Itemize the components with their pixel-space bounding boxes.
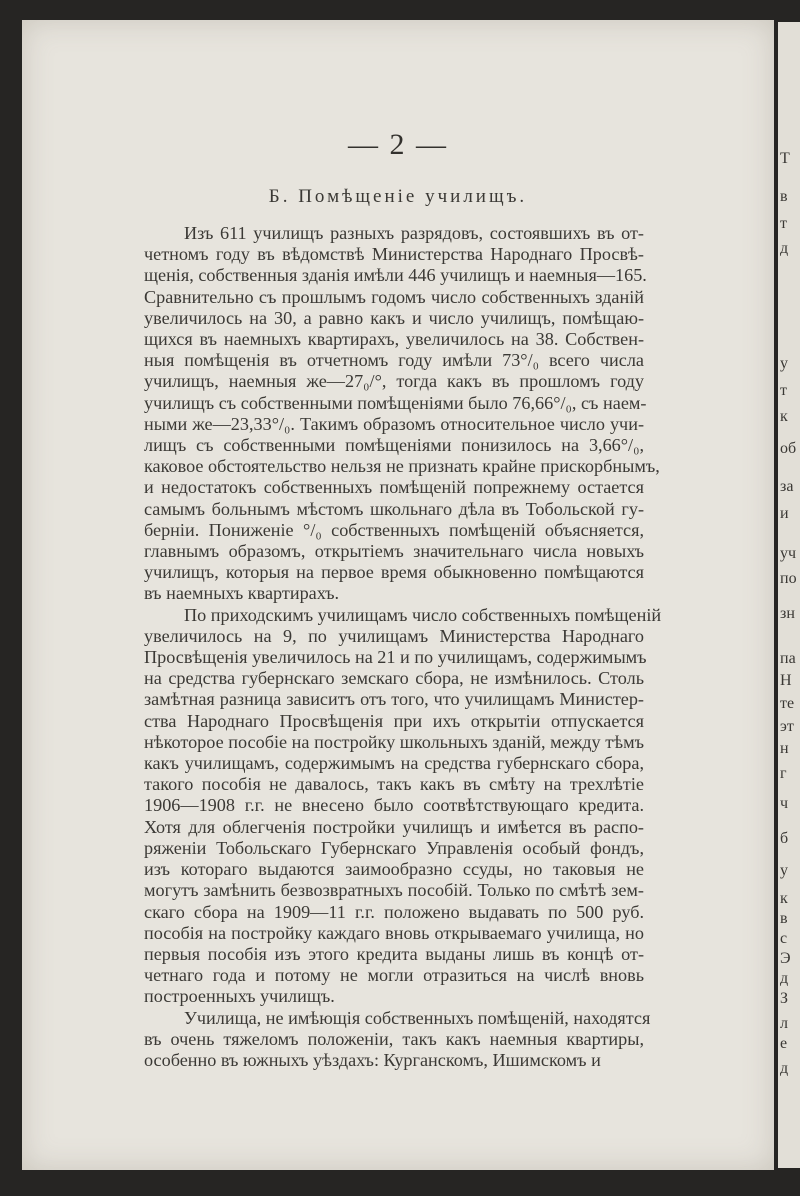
text-line: ства Народнаго Просвѣщенія при ихъ открытіи отпускается xyxy=(144,710,644,731)
edge-fragment: е xyxy=(780,1035,788,1052)
text-line: особенно въ южныхъ уѣздахъ: Курганскомъ, Ишимскомъ и xyxy=(144,1049,601,1070)
edge-fragment: с xyxy=(780,930,788,947)
edge-fragment: те xyxy=(780,695,795,712)
edge-fragment: Н xyxy=(780,672,792,689)
edge-fragment: и xyxy=(780,505,789,522)
text-line: увеличилось на 9, по училищамъ Министерства Народнаго xyxy=(144,625,644,646)
text-line: Изъ 611 училищъ разныхъ разрядовъ, состоявшихъ въ от- xyxy=(184,223,644,243)
section-heading: Б. Помѣщенiе училищъ. xyxy=(268,186,528,207)
edge-fragment: па xyxy=(780,650,796,667)
document-page xyxy=(22,20,774,1170)
edge-fragment: Т xyxy=(780,150,790,167)
text-line: четномъ году въ вѣдомствѣ Министерства Народнаго Просвѣ- xyxy=(144,244,644,265)
edge-fragment: З xyxy=(780,990,789,1007)
text-line: главнымъ образомъ, открытіемъ значительнаго числа новыхъ xyxy=(144,541,644,562)
edge-fragment: у xyxy=(780,355,788,372)
edge-fragment: л xyxy=(780,1015,788,1032)
edge-fragment: г xyxy=(780,765,787,782)
edge-fragment: эт xyxy=(780,718,794,735)
text-line: въ очень тяжеломъ положеніи, такъ какъ наемныя квартиры, xyxy=(144,1028,644,1049)
edge-fragment: в xyxy=(780,188,788,205)
text-line: каковое обстоятельство нельзя не признать крайне прискорбнымъ, xyxy=(144,456,660,477)
edge-fragment: д xyxy=(780,240,789,257)
text-line: первыя пособія изъ этого кредита выданы лишь въ концѣ от- xyxy=(144,943,644,964)
text-line: могутъ замѣнить безвозвратныхъ пособій. Только по смѣтѣ зем- xyxy=(144,880,644,901)
paragraph xyxy=(144,604,662,1008)
text-line: замѣтная разница зависитъ отъ того, что училищамъ Министер- xyxy=(144,689,644,710)
text-line: изъ котораго выдаются заимообразно ссуды, но таковыя не xyxy=(144,859,644,880)
text-line: 1906—1908 г.г. не внесено было соотвѣтствующаго кредита. xyxy=(144,795,644,816)
text-line: и недостатокъ собственныхъ помѣщеній попрежнему остается xyxy=(144,477,644,498)
text-line: ными же—23,33°/₀. Такимъ образомъ относительное число учи- xyxy=(144,413,644,434)
edge-fragment: б xyxy=(780,830,789,847)
page-number: — 2 — xyxy=(348,128,448,161)
text-line: въ наемныхъ квартирахъ. xyxy=(144,583,340,604)
text-line: Училища, не имѣющія собственныхъ помѣщеній, находятся xyxy=(184,1007,651,1028)
edge-fragment: ч xyxy=(780,795,789,812)
text-line: училищъ, которыя на первое время обыкновенно помѣщаются xyxy=(144,562,644,583)
edge-fragment: т xyxy=(780,215,787,232)
edge-fragment: т xyxy=(780,382,787,399)
next-page-edge xyxy=(778,22,800,1168)
text-line: построенныхъ училищъ. xyxy=(144,986,335,1007)
edge-fragment: у xyxy=(780,862,788,879)
text-line: ныя помѣщенія въ отчетномъ году имѣли 73°/₀ всего числа xyxy=(144,350,644,371)
edge-fragment: об xyxy=(780,440,797,457)
text-line: Просвѣщенія увеличилось на 21 и по училищамъ, содержимымъ xyxy=(144,647,647,668)
text-line: скаго сбора на 1909—11 г.г. положено выдавать по 500 руб. xyxy=(144,901,644,922)
edge-fragment: д xyxy=(780,970,789,987)
text-line: училищъ съ собственными помѣщеніями было 76,66°/₀, съ наем- xyxy=(144,392,647,413)
edge-fragment: за xyxy=(780,478,794,495)
text-line: Сравнительно съ прошлымъ годомъ число собственныхъ зданій xyxy=(144,286,644,307)
text-line: Хотя для облегченія постройки училищъ и имѣется въ распо- xyxy=(144,816,644,837)
text-line: По приходскимъ училищамъ число собственныхъ помѣщеній xyxy=(184,604,662,625)
text-line: на средства губернскаго земскаго сбора, не измѣнилось. Столь xyxy=(144,668,644,689)
text-line: лищъ съ собственными помѣщеніями понизилось на 3,66°/₀, xyxy=(144,435,644,456)
text-line: четнаго года и потому не могли отразиться на числѣ вновь xyxy=(144,965,644,986)
text-line: берніи. Пониженіе °/₀ собственныхъ помѣщеній объясняется, xyxy=(144,519,644,540)
edge-fragment: уч xyxy=(780,545,797,562)
edge-fragment: к xyxy=(780,408,788,425)
edge-fragment: зн xyxy=(780,605,795,622)
text-line: нѣкоторое пособіе на постройку школьныхъ зданій, между тѣмъ xyxy=(144,731,644,752)
text-line: щенія, собственныя зданія имѣли 446 училищъ и наемныя—165. xyxy=(144,265,647,286)
text-line: ряженіи Тобольскаго Губернскаго Управленія особый фондъ, xyxy=(144,837,644,858)
edge-fragment: д xyxy=(780,1060,789,1077)
edge-fragment: к xyxy=(780,890,788,907)
edge-fragment: Э xyxy=(780,950,791,967)
text-line: увеличилось на 30, а равно какъ и число училищъ, помѣщаю- xyxy=(144,307,644,328)
edge-fragment: по xyxy=(780,570,797,587)
text-line: такого пособія не давалось, такъ какъ въ смѣту на трехлѣтіе xyxy=(144,774,644,795)
body-text xyxy=(144,223,662,1071)
paragraph xyxy=(144,223,660,605)
text-line: училищъ, наемныя же—27₀/°, тогда какъ въ прошломъ году xyxy=(144,371,644,392)
edge-fragment: в xyxy=(780,910,788,927)
edge-fragment: н xyxy=(780,740,789,757)
text-line: самымъ больнымъ мѣстомъ школьнаго дѣла въ Тобольской гу- xyxy=(144,498,644,519)
text-line: щихся въ наемныхъ квартирахъ, увеличилось на 38. Собствен- xyxy=(144,329,644,350)
paragraph xyxy=(144,1007,651,1072)
text-line: какъ училищамъ, содержимымъ на средства губернскаго сбора, xyxy=(144,753,644,774)
text-line: пособія на постройку каждаго вновь открываемаго училища, но xyxy=(144,922,644,943)
